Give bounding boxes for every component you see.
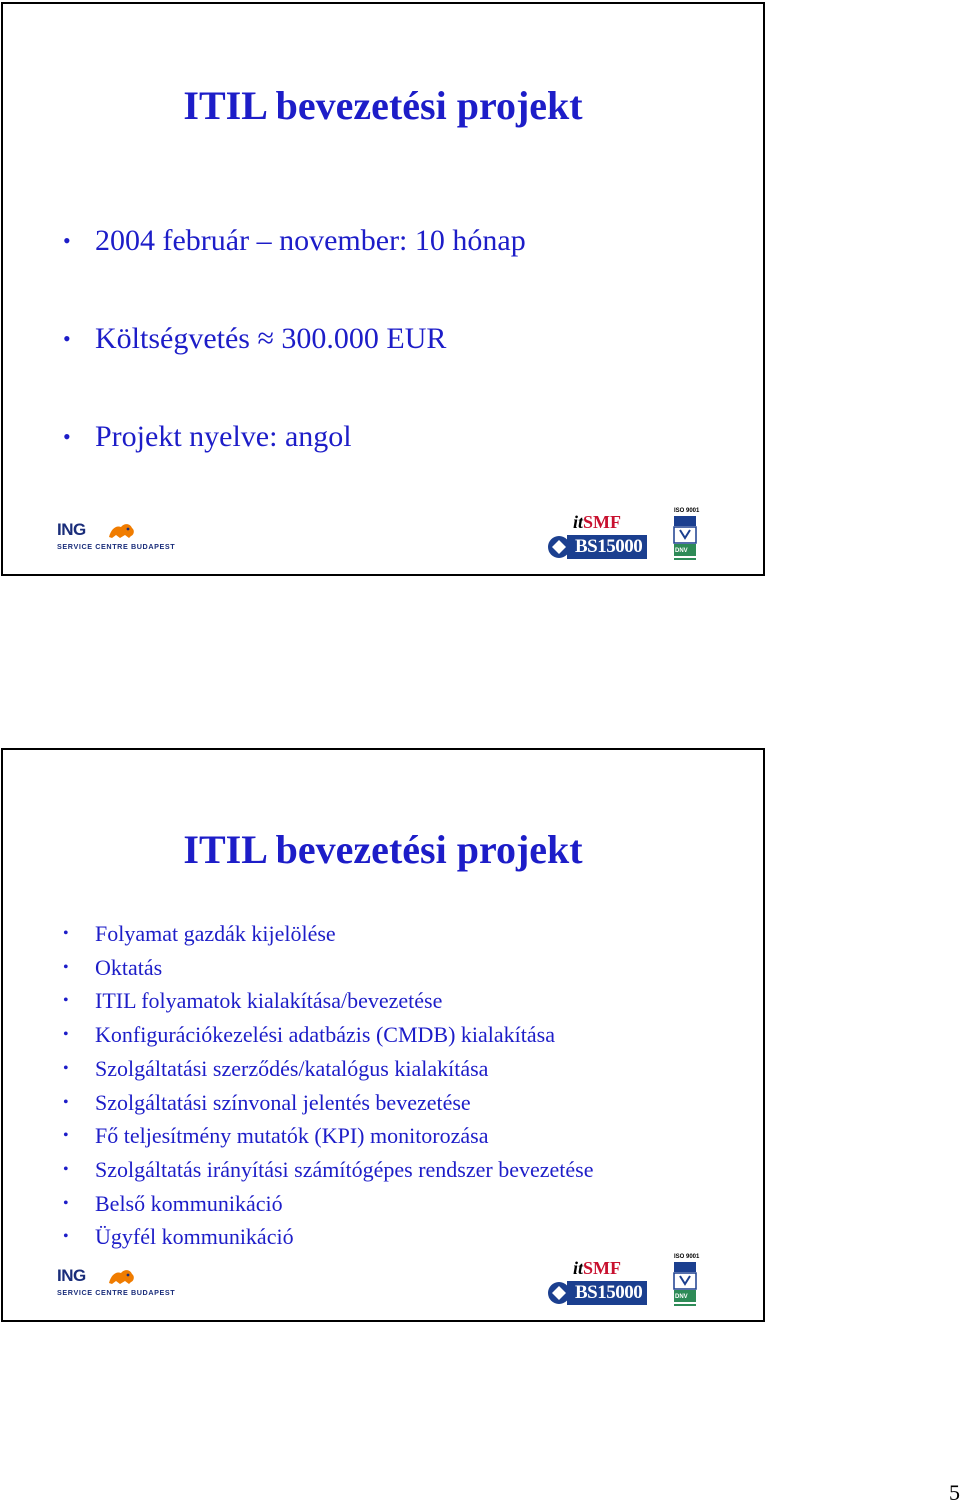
iso-label: ISO 9001 (674, 508, 700, 514)
bullet-list (63, 224, 526, 518)
list-item: • Fő teljesítmény mutatók (KPI) monitorozása (63, 1119, 593, 1153)
list-item: • ITIL folyamatok kialakítása/bevezetése (63, 984, 593, 1018)
list-item: • Konfigurációkezelési adatbázis (CMDB) kialakítása (63, 1018, 593, 1052)
list-item: • Projekt nyelve: angol (63, 420, 526, 454)
itsmf-bs15000-logo (545, 512, 649, 562)
bs15000-badge (545, 534, 649, 560)
ing-logo (57, 1266, 187, 1302)
list-item: • Szolgáltatási színvonal jelentés bevezetése (63, 1086, 593, 1120)
dnv-label: DNV (675, 548, 688, 554)
page-number: 5 (949, 1480, 960, 1505)
list-item: • 2004 február – november: 10 hónap (63, 224, 526, 258)
iso-dnv-logo (671, 1254, 701, 1312)
bullet-list (63, 917, 593, 1254)
lion-icon (107, 1267, 137, 1287)
list-item: • Költségvetés ≈ 300.000 EUR (63, 322, 526, 356)
list-item: • Folyamat gazdák kijelölése (63, 917, 593, 951)
slide-2 (1, 748, 765, 1322)
list-item: • Ügyfél kommunikáció (63, 1220, 593, 1254)
slide-title: ITIL bevezetési projekt (183, 827, 583, 872)
ing-logo-name: ING (57, 520, 86, 539)
ing-logo-name: ING (57, 1266, 86, 1285)
ing-logo-subtitle: SERVICE CENTRE BUDAPEST (57, 1288, 176, 1297)
ing-logo (57, 520, 187, 556)
itsmf-bs15000-logo (545, 1258, 649, 1308)
list-item: • Oktatás (63, 951, 593, 985)
dnv-label: DNV (675, 1294, 688, 1300)
iso-label: ISO 9001 (674, 1254, 700, 1260)
list-item: • Szolgáltatási szerződés/katalógus kialakítása (63, 1052, 593, 1086)
itsmf-logo: itSMF (573, 512, 622, 532)
iso-dnv-badge-shape (671, 1254, 701, 1312)
list-item: • Szolgáltatás irányítási számítógépes rendszer bevezetése (63, 1153, 593, 1187)
bs15000-badge (545, 1280, 649, 1306)
bs15000-label: BS15000 (575, 1282, 643, 1303)
lion-icon (107, 521, 137, 541)
iso-dnv-logo (671, 508, 701, 566)
slide-title: ITIL bevezetési projekt (183, 83, 583, 128)
slide-1 (1, 2, 765, 576)
bs15000-label: BS15000 (575, 536, 643, 557)
itsmf-logo: itSMF (573, 1258, 622, 1278)
list-item: • Belső kommunikáció (63, 1187, 593, 1221)
ing-logo-subtitle: SERVICE CENTRE BUDAPEST (57, 542, 176, 551)
iso-dnv-badge-shape (671, 508, 701, 566)
